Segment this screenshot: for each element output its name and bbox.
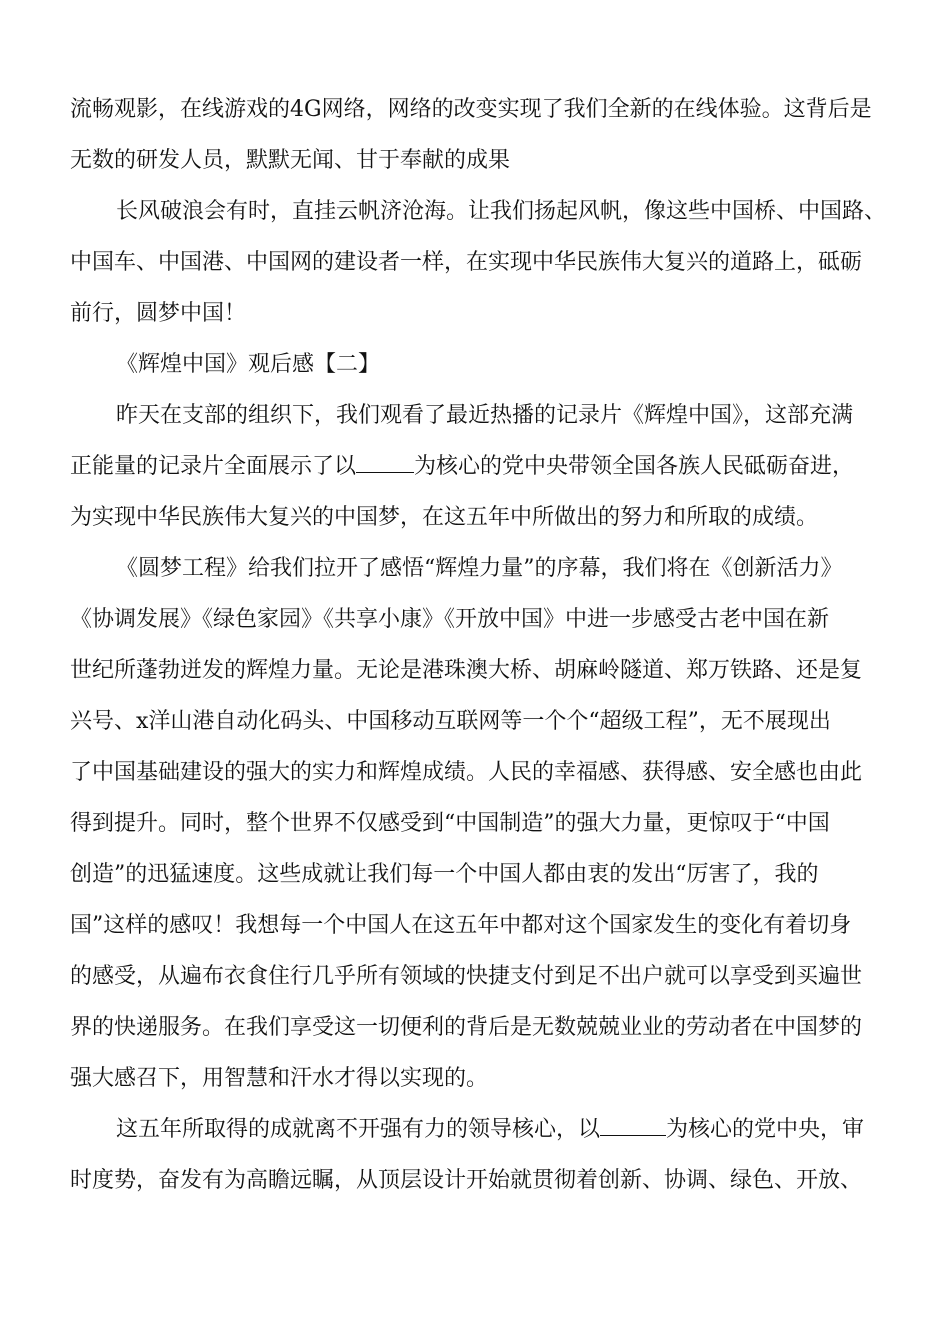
- text-line: 无数的研发人员，默默无闻、甘于奉献的成果: [70, 148, 511, 173]
- text-line: 《圆梦工程》给我们拉开了感悟“辉煌力量”的序幕，我们将在《创新活力》: [116, 556, 843, 581]
- text-segment: 为核心的党中央带领全国各族人民砥砺奋进，: [414, 454, 855, 479]
- text-line-with-blank: [0, 452, 950, 482]
- text-line: 中国车、中国港、中国网的建设者一样，在实现中华民族伟大复兴的道路上，砥砺: [70, 250, 863, 275]
- text-segment: 这五年所取得的成就离不开强有力的领导核心，以: [116, 1117, 601, 1142]
- text-line: 创造”的迅猛速度。这些成就让我们每一个中国人都由衷的发出“厉害了，我的: [70, 862, 819, 887]
- text-line: 长风破浪会有时，直挂云帆济沧海。让我们扬起风帆，像这些中国桥、中国路、: [116, 199, 887, 224]
- blank-underline: [600, 1115, 666, 1136]
- text-line: 《协调发展》《绿色家园》《共享小康》《开放中国》中进一步感受古老中国在新: [70, 607, 830, 632]
- text-line: 了中国基础建设的强大的实力和辉煌成绩。人民的幸福感、获得感、安全感也由此: [70, 760, 863, 785]
- text-line: 昨天在支部的组织下，我们观看了最近热播的记录片《辉煌中国》，这部充满: [116, 403, 854, 428]
- text-segment: 正能量的记录片全面展示了以: [70, 454, 357, 479]
- text-line: 得到提升。同时，整个世界不仅感受到“中国制造”的强大力量，更惊叹于“中国: [70, 811, 830, 836]
- text-line: 的感受，从遍布衣食住行几乎所有领域的快捷支付到足不出户就可以享受到买遍世: [70, 964, 863, 989]
- text-line: 兴号、x洋山港自动化码头、中国移动互联网等一个个“超级工程”，无不展现出: [70, 709, 831, 734]
- text-line: 前行，圆梦中国！: [70, 301, 247, 326]
- text-line: 流畅观影，在线游戏的4G网络，网络的改变实现了我们全新的在线体验。这背后是: [70, 97, 872, 122]
- blank-underline: [356, 452, 414, 473]
- text-line: 界的快递服务。在我们享受这一切便利的背后是无数兢兢业业的劳动者在中国梦的: [70, 1015, 863, 1040]
- text-line: 时度势，奋发有为高瞻远瞩，从顶层设计开始就贯彻着创新、协调、绿色、开放、: [70, 1168, 863, 1193]
- text-line: 强大感召下，用智慧和汗水才得以实现的。: [70, 1066, 489, 1091]
- text-line: 为实现中华民族伟大复兴的中国梦，在这五年中所做出的努力和所取的成绩。: [70, 505, 819, 530]
- text-segment: 为核心的党中央，审: [666, 1117, 865, 1142]
- section-heading: 《辉煌中国》观后感【二】: [116, 352, 381, 377]
- text-line: 国”这样的感叹！我想每一个中国人在这五年中都对这个国家发生的变化有着切身: [70, 913, 852, 938]
- text-line: 世纪所蓬勃迸发的辉煌力量。无论是港珠澳大桥、胡麻岭隧道、郑万铁路、还是复: [70, 658, 863, 683]
- text-line-with-blank: [0, 1115, 950, 1145]
